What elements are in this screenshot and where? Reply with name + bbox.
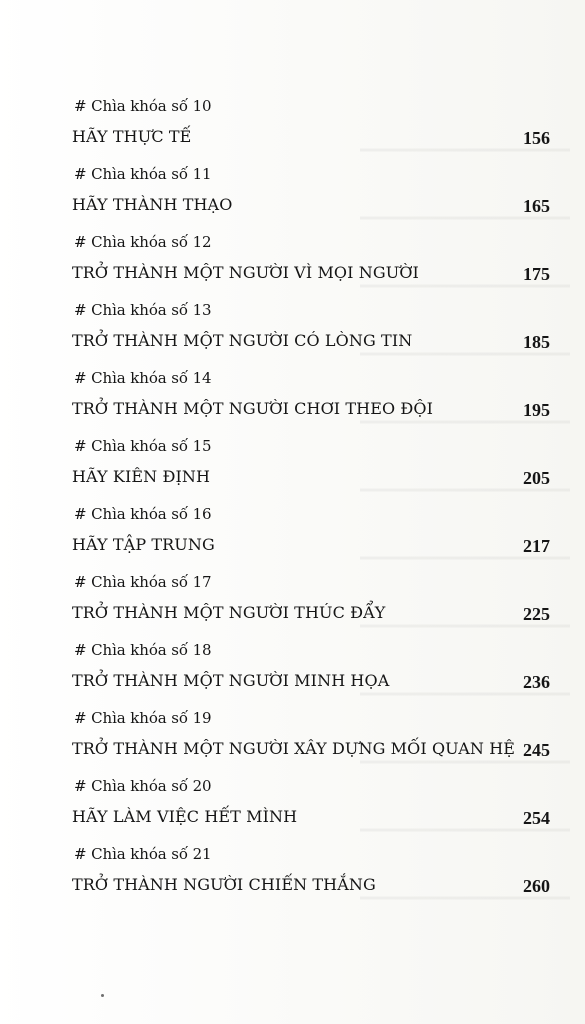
chapter-key-label: # Chìa khóa số 15: [74, 437, 212, 455]
chapter-title: HÃY LÀM VIỆC HẾT MÌNH: [72, 807, 298, 826]
toc-entry-key-10: [72, 96, 550, 164]
page-number: 254: [523, 808, 550, 828]
chapter-key-label: # Chìa khóa số 19: [74, 709, 212, 727]
chapter-title: TRỞ THÀNH MỘT NGƯỜI VÌ MỌI NGƯỜI: [72, 263, 419, 282]
page-number: 165: [523, 196, 550, 216]
ink-dot: [101, 994, 104, 997]
toc-entry-key-15: [72, 436, 550, 504]
toc-entry-key-17: [72, 572, 550, 640]
page-number: 205: [523, 468, 550, 488]
chapter-title: TRỞ THÀNH MỘT NGƯỜI XÂY DỰNG MỐI QUAN HỆ: [72, 739, 516, 758]
toc-entry-key-13: [72, 300, 550, 368]
toc-entry-key-20: [72, 776, 550, 844]
page-number: 225: [523, 604, 550, 624]
toc-entry-key-11: [72, 164, 550, 232]
page-number: 236: [523, 672, 550, 692]
chapter-key-label: # Chìa khóa số 13: [74, 301, 212, 319]
chapter-title: TRỞ THÀNH MỘT NGƯỜI THÚC ĐẨY: [72, 603, 386, 622]
toc-entry-key-19: [72, 708, 550, 776]
chapter-key-label: # Chìa khóa số 16: [74, 505, 212, 523]
toc-entry-key-16: [72, 504, 550, 572]
chapter-title: TRỞ THÀNH MỘT NGƯỜI CHƠI THEO ĐỘI: [72, 399, 434, 418]
chapter-key-label: # Chìa khóa số 12: [74, 233, 212, 251]
chapter-key-label: # Chìa khóa số 14: [74, 369, 212, 387]
chapter-title: HÃY TẬP TRUNG: [72, 535, 215, 554]
toc-entry-key-18: [72, 640, 550, 708]
chapter-title: TRỞ THÀNH MỘT NGƯỜI MINH HỌA: [72, 671, 390, 690]
chapter-key-label: # Chìa khóa số 11: [74, 165, 212, 183]
page-number: 156: [523, 128, 550, 148]
chapter-key-label: # Chìa khóa số 18: [74, 641, 212, 659]
chapter-title: TRỞ THÀNH MỘT NGƯỜI CÓ LÒNG TIN: [72, 331, 413, 350]
page-number: 185: [523, 332, 550, 352]
toc-entry-key-14: [72, 368, 550, 436]
chapter-title: HÃY THỰC TẾ: [72, 127, 192, 146]
page-number: 175: [523, 264, 550, 284]
chapter-title: HÃY THÀNH THẠO: [72, 195, 233, 214]
chapter-key-label: # Chìa khóa số 10: [74, 97, 212, 115]
toc-entry-key-21: [72, 844, 550, 912]
chapter-key-label: # Chìa khóa số 21: [74, 845, 212, 863]
table-of-contents: [72, 96, 550, 912]
chapter-key-label: # Chìa khóa số 20: [74, 777, 212, 795]
toc-entry-key-12: [72, 232, 550, 300]
chapter-key-label: # Chìa khóa số 17: [74, 573, 212, 591]
chapter-title: HÃY KIÊN ĐỊNH: [72, 467, 211, 486]
chapter-title: TRỞ THÀNH NGƯỜI CHIẾN THẮNG: [72, 875, 376, 894]
page-number: 217: [523, 536, 550, 556]
page-number: 195: [523, 400, 550, 420]
page-number: 260: [523, 876, 550, 896]
page-number: 245: [523, 740, 550, 760]
